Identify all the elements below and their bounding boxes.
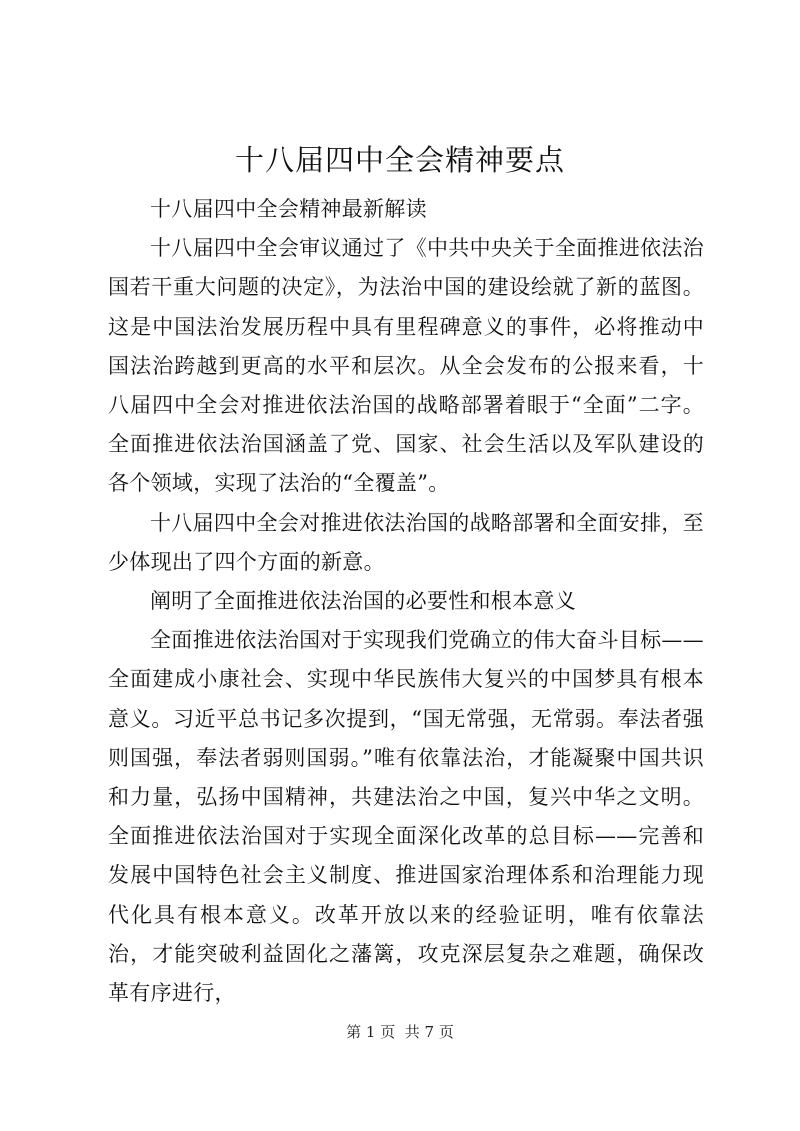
page-number-label: 第 1 页 共 7 页: [346, 1023, 454, 1041]
subtitle-paragraph: 十八届四中全会精神最新解读: [150, 197, 427, 221]
section-heading: 阐明了全面推进依法治国的必要性和根本意义: [150, 589, 576, 614]
body-paragraph-significance: 全面推进依法治国对于实现我们党确立的伟大奋斗目标——全面建成小康社会、实现中华民族伟大复兴的中国梦具有根本意义。习近平总书记多次提到，“国无常强，无常弱。奉法者强则国强，奉法者弱则国弱。”唯有依靠法治，才能凝聚中国共识和力量，弘扬中国精神，共建法治之中国，复兴中华之文明。全面推进依法治国对于实现全面深化改革的总目标——完善和发展中国特色社会主义制度、推进国家治理体系和治理能力现代化具有根本意义。改革开放以来的经验证明，唯有依靠法治，才能突破利益固化之藩篱，攻克深层复杂之难题，确保改革有序进行，: [108, 628, 704, 1006]
body-paragraph-summary: 十八届四中全会对推进依法治国的战略部署和全面安排，至少体现出了四个方面的新意。: [108, 510, 704, 574]
document-title: 十八届四中全会精神要点: [234, 143, 565, 177]
document-body: [108, 190, 704, 1013]
page-footer: [0, 1022, 800, 1042]
body-paragraph-intro: 十八届四中全会审议通过了《中共中央关于全面推进依法治国若干重大问题的决定》，为法治中国的建设绘就了新的蓝图。这是中国法治发展历程中具有里程碑意义的事件，必将推动中国法治跨越到更高的水平和层次。从全会发布的公报来看，十八届四中全会对推进依法治国的战略部署着眼于“全面”二字。全面推进依法治国涵盖了党、国家、社会生活以及军队建设的各个领域，实现了法治的“全覆盖”。: [108, 236, 704, 496]
